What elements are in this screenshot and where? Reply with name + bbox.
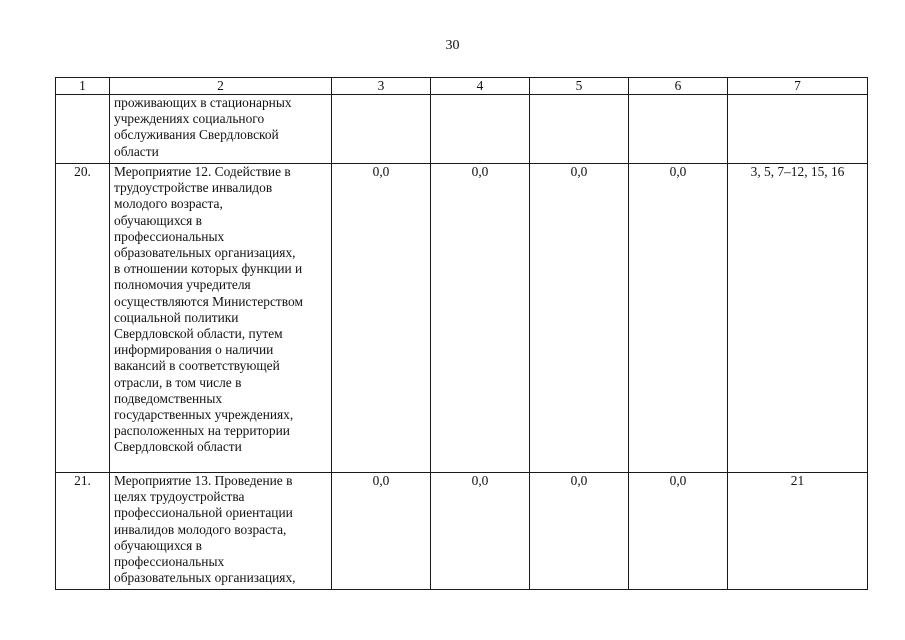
column-header-6: 6	[629, 78, 728, 95]
target-indicators	[728, 95, 868, 164]
row-number	[56, 95, 110, 164]
column-header-2: 2	[110, 78, 332, 95]
target-indicators: 3, 5, 7–12, 15, 16	[728, 164, 868, 473]
table-header-row	[56, 78, 868, 95]
table-row	[56, 164, 868, 473]
column-header-1: 1	[56, 78, 110, 95]
row-number: 20.	[56, 164, 110, 473]
value-col-5: 0,0	[530, 164, 629, 473]
program-activities-table	[55, 77, 868, 590]
activity-description	[110, 164, 332, 473]
activity-description	[110, 95, 332, 164]
column-header-4: 4	[431, 78, 530, 95]
column-header-3: 3	[332, 78, 431, 95]
value-col-6: 0,0	[629, 164, 728, 473]
value-col-4: 0,0	[431, 164, 530, 473]
value-col-3	[332, 95, 431, 164]
activity-text: Мероприятие 12. Содействие в трудоустройстве инвалидов молодого возраста, обучающихся в профессиональных образовательных организациях, в отношении которых функции и полномочия учредителя осуществляются Министерством социальной политики Свердловской области, путем информирования о наличии вакансий в соответствующей отрасли, в том числе в подведомственных государственных учреждениях, расположенных на территории Свердловской области	[114, 164, 303, 455]
value-col-5	[530, 95, 629, 164]
activity-text: проживающих в стационарных учреждениях социального обслуживания Свердловской области	[114, 95, 292, 159]
table-row	[56, 473, 868, 590]
value-col-3: 0,0	[332, 473, 431, 590]
table-row	[56, 95, 868, 164]
value-col-3: 0,0	[332, 164, 431, 473]
page-number: 30	[445, 38, 460, 53]
value-col-6: 0,0	[629, 473, 728, 590]
column-header-7: 7	[728, 78, 868, 95]
value-col-5: 0,0	[530, 473, 629, 590]
value-col-4: 0,0	[431, 473, 530, 590]
row-number: 21.	[56, 473, 110, 590]
column-header-5: 5	[530, 78, 629, 95]
activity-text: Мероприятие 13. Проведение в целях трудоустройства профессиональной ориентации инвалидов молодого возраста, обучающихся в профессиональных образовательных организациях,	[114, 473, 296, 586]
value-col-6	[629, 95, 728, 164]
activity-description	[110, 473, 332, 590]
value-col-4	[431, 95, 530, 164]
target-indicators: 21	[728, 473, 868, 590]
